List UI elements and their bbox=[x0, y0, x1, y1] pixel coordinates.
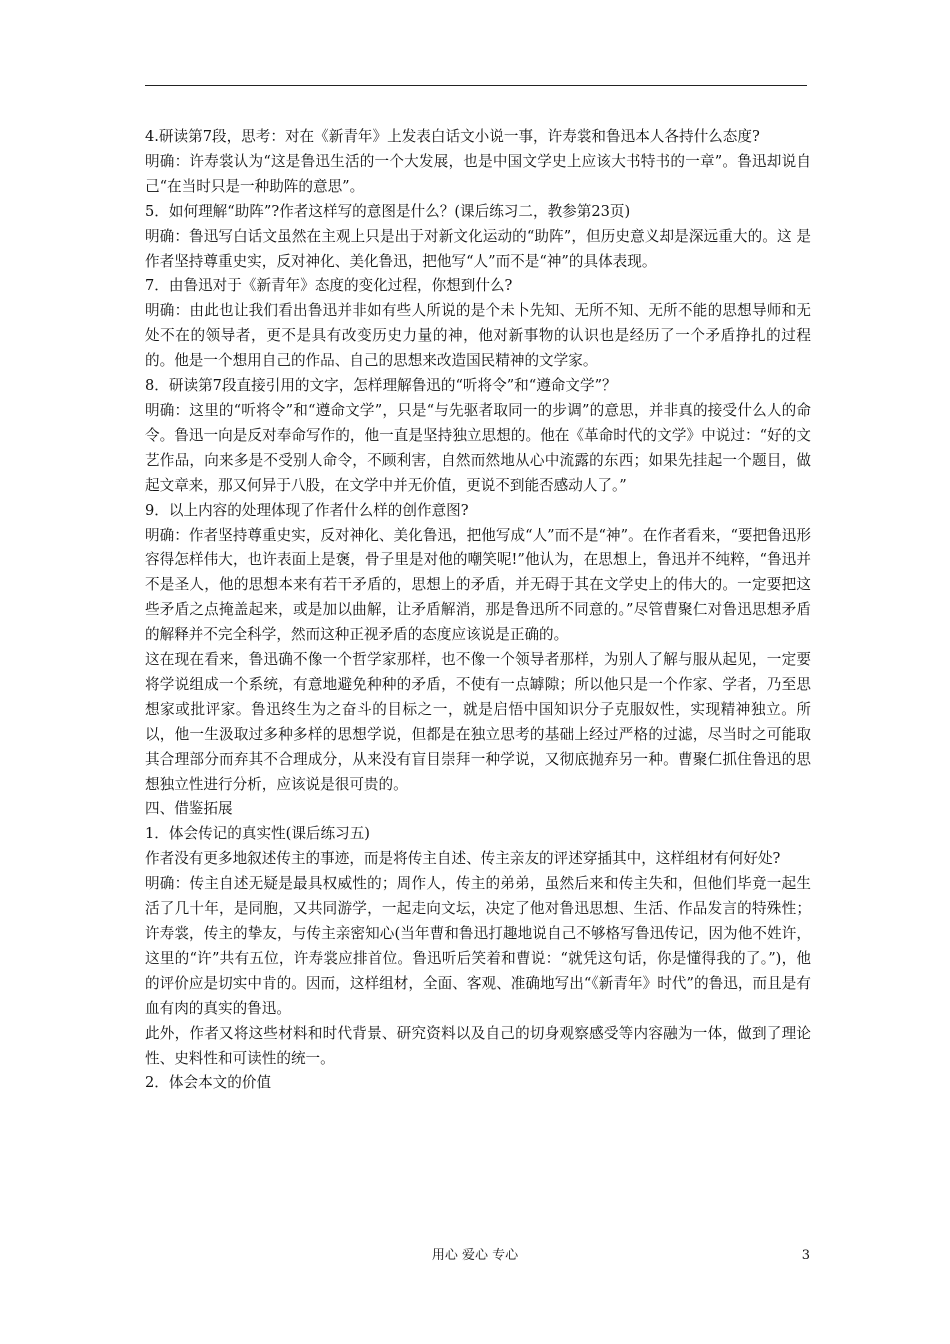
paragraph-addition: 此外，作者又将这些材料和时代背景、研究资料以及自己的切身观察感受等内容融为一体，做到了理论性、史料性和可读性的统一。 bbox=[145, 1024, 811, 1067]
paragraph-q7: 7．由鲁迅对于《新青年》态度的变化过程，你想到什么? bbox=[145, 277, 513, 295]
paragraph-q5: 5．如何理解“助阵”?作者这样写的意图是什么？(课后练习二，教参第23页) bbox=[145, 202, 631, 220]
page-number: 3 bbox=[801, 1248, 810, 1263]
paragraph-question-material: 作者没有更多地叙述传主的事迹，而是将传主自述、传主亲友的评述穿插其中，这样组材有何好处? bbox=[145, 850, 781, 868]
paragraph-answer-q4: 明确：许寿裳认为“这是鲁迅生活的一个大发展，也是中国文学史上应该大书特书的一章”。鲁迅却说自己“在当时只是一种助阵的意思”。 bbox=[145, 152, 811, 195]
paragraph-answer-q8: 明确：这里的“听将令”和“遵命文学”，只是“与先驱者取同一的步调”的意思，并非真的接受什么人的命令。鲁迅一向是反对奉命写作的，他一直是坚持独立思想的。他在《革命时代的文学》中说过：“好的文艺作品，向来多是不受别人命令，不顾利害，自然而然地从心中流露的东西；如果先挂起一个题目，做起文章来，那又何异于八股，在文学中并无价值，更说不到能否感动人了。” bbox=[145, 401, 811, 494]
paragraph-q4: 4.研读第7段，思考：对在《新青年》上发表白话文小说一事，许寿裳和鲁迅本人各持什么态度? bbox=[145, 128, 760, 145]
body-text bbox=[145, 125, 811, 1096]
paragraph-answer-q5: 明确：鲁迅写白话文虽然在主观上只是出于对新文化运动的“助阵”，但历史意义却是深远重大的。这 是作者坚持尊重史实，反对神化、美化鲁迅，把他写“人”而不是“神”的具体表现。 bbox=[145, 227, 811, 270]
paragraph-q9: 9．以上内容的处理体现了作者什么样的创作意图? bbox=[145, 501, 469, 519]
paragraph-answer-q9: 明确：作者坚持尊重史实，反对神化、美化鲁迅，把他写成“人”而不是“神”。在作者看来，“要把鲁迅形容得怎样伟大，也许表面上是褒，骨子里是对他的嘲笑呢!”他认为，在思想上，鲁迅并不纯粹，“鲁迅并不是圣人，他的思想本来有若干矛盾的，思想上的矛盾，并无碍于其在文学史上的伟大的。一定要把这些矛盾之点掩盖起来，或是加以曲解，让矛盾解消，那是鲁迅所不同意的。”尽管曹聚仁对鲁迅思想矛盾的解释并不完全科学，然而这种正视矛盾的态度应该说是正确的。 bbox=[145, 526, 811, 644]
footer-motto: 用心 爱心 专心 bbox=[431, 1248, 519, 1263]
section-heading-extension: 四、借鉴拓展 bbox=[145, 800, 233, 818]
paragraph-item-1: 1．体会传记的真实性(课后练习五) bbox=[145, 825, 370, 843]
paragraph-analysis: 这在现在看来，鲁迅确不像一个哲学家那样，也不像一个领导者那样，为别人了解与服从起见，一定要将学说组成一个系统，有意地避免种种的矛盾，不使有一点罅隙；所以他只是一个作家、学者，乃至思想家或批评家。鲁迅终生为之奋斗的目标之一，就是启悟中国知识分子克服奴性，实现精神独立。所以，他一生汲取过多种多样的思想学说，但都是在独立思考的基础上经过严格的过滤，尽当时之可能取其合理部分而弃其不合理成分，从来没有盲目崇拜一种学说，又彻底抛弃另一种。曹聚仁抓住鲁迅的思想独立性进行分析，应该说是很可贵的。 bbox=[145, 651, 811, 793]
header-rule bbox=[145, 85, 807, 86]
paragraph-answer-q7: 明确：由此也让我们看出鲁迅并非如有些人所说的是个未卜先知、无所不知、无所不能的思想导师和无处不在的领导者，更不是具有改变历史力量的神，他对新事物的认识也是经历了一个矛盾挣扎的过程的。他是一个想用自己的作品、自己的思想来改造国民精神的文学家。 bbox=[145, 302, 811, 370]
paragraph-q8: 8．研读第7段直接引用的文字，怎样理解鲁迅的“听将令”和“遵命文学”？ bbox=[145, 377, 617, 395]
paragraph-item-2: 2．体会本文的价值 bbox=[145, 1074, 272, 1092]
paragraph-answer-material: 明确：传主自述无疑是最具权威性的；周作人，传主的弟弟，虽然后来和传主失和，但他们毕竟一起生活了几十年，是同胞，又共同游学，一起走向文坛，决定了他对鲁迅思想、生活、作品发言的特殊性；许寿裳，传主的挚友，与传主亲密知心(当年曹和鲁迅打趣地说自己不够格写鲁迅传记，因为他不姓许，这里的“许”共有五位，许寿裳应排首位。鲁迅听后笑着和曹说：“就凭这句话，你是懂得我的了。”)，他的评价应是切实中肯的。因而，这样组材，全面、客观、准确地写出“《新青年》时代”的鲁迅，而且是有血有肉的真实的鲁迅。 bbox=[145, 875, 811, 1017]
